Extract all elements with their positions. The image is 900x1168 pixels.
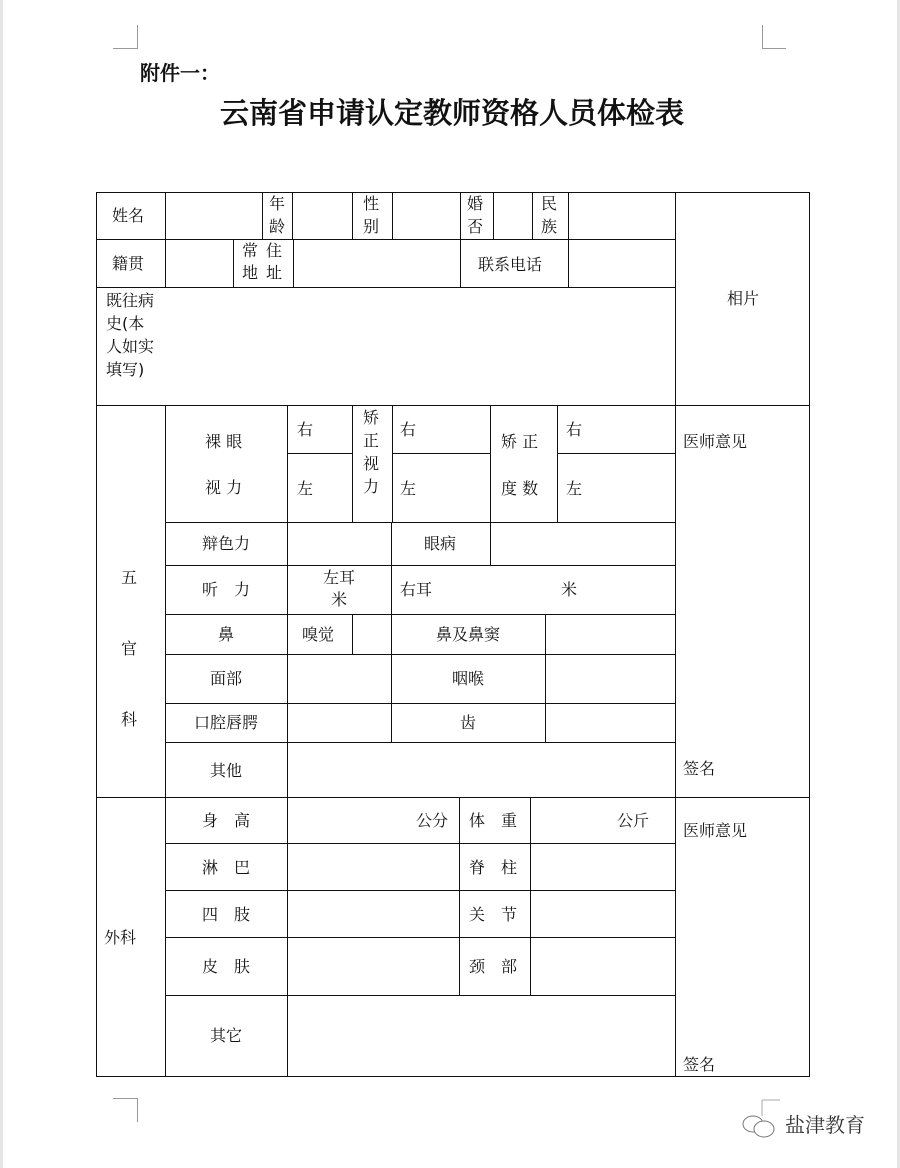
table-rule <box>165 565 676 566</box>
label-vision: 视 力 <box>205 478 243 497</box>
label-right-1: 右 <box>297 420 314 439</box>
table-rule <box>530 797 531 996</box>
label-other-facial: 其他 <box>209 761 243 780</box>
label-weight: 体 重 <box>469 811 518 830</box>
label-left-3: 左 <box>566 479 583 498</box>
table-rule <box>96 797 810 798</box>
page-corner-mark <box>762 25 763 49</box>
table-rule <box>165 192 166 288</box>
page-corner-mark <box>137 25 138 49</box>
label-photo: 相片 <box>727 289 760 308</box>
label-other-surgery: 其它 <box>209 1026 243 1045</box>
label-address: 常住地址 <box>242 241 291 282</box>
page-corner-mark <box>137 1098 138 1122</box>
table-rule <box>459 797 460 996</box>
wechat-icon <box>738 1098 782 1142</box>
page-edge-left <box>0 0 3 1168</box>
table-rule <box>568 239 569 288</box>
page-title: 云南省申请认定教师资格人员体检表 <box>219 96 685 130</box>
table-rule <box>493 192 494 240</box>
label-neck: 颈 部 <box>469 957 518 976</box>
table-rule <box>165 405 166 1077</box>
table-rule <box>165 614 676 615</box>
table-rule <box>460 192 461 240</box>
table-rule <box>490 405 491 566</box>
table-rule <box>287 453 353 454</box>
table-rule <box>545 614 546 743</box>
label-name: 姓名 <box>112 206 145 225</box>
table-rule <box>96 1076 810 1077</box>
label-skin: 皮 肤 <box>201 957 251 976</box>
label-right-2: 右 <box>400 420 417 439</box>
label-corrected-vision: 矫正视力 <box>363 408 380 496</box>
table-rule <box>392 192 393 240</box>
table-rule <box>352 192 353 240</box>
label-cm: 公分 <box>416 811 449 830</box>
label-correction: 矫 正 <box>501 432 539 451</box>
label-left-ear: 左耳 <box>322 568 356 587</box>
watermark-text: 盐津教育 <box>785 1113 865 1137</box>
label-color-vision: 辩色力 <box>201 534 251 553</box>
label-degree: 度 数 <box>501 479 539 498</box>
table-rule <box>165 522 676 523</box>
label-signature-facial: 签名 <box>683 759 716 778</box>
label-left-2: 左 <box>400 479 417 498</box>
label-teeth: 齿 <box>459 713 477 732</box>
table-rule <box>392 405 393 523</box>
label-married: 婚否 <box>467 194 484 236</box>
table-rule <box>568 192 569 240</box>
label-right-3: 右 <box>566 420 583 439</box>
label-spine: 脊 柱 <box>469 858 518 877</box>
table-rule <box>532 192 533 240</box>
label-throat: 咽喉 <box>451 669 485 688</box>
table-rule <box>96 192 97 1077</box>
label-right-ear: 右耳 <box>400 580 433 599</box>
table-rule <box>557 405 558 523</box>
label-doctor-opinion-facial: 医师意见 <box>683 432 748 451</box>
label-nose: 鼻 <box>217 625 235 644</box>
label-naked-eye: 裸 眼 <box>205 432 243 451</box>
label-signature-surgery: 签名 <box>683 1055 716 1074</box>
table-rule <box>96 192 810 193</box>
label-doctor-opinion-surgery: 医师意见 <box>683 821 748 840</box>
table-rule <box>675 192 676 1077</box>
table-rule <box>352 614 353 655</box>
table-rule <box>809 192 810 1077</box>
table-rule <box>165 742 676 743</box>
label-eye-disease: 眼病 <box>423 534 457 553</box>
label-left-ear-meter: 米 <box>330 590 348 609</box>
table-rule <box>96 405 810 406</box>
label-lymph: 淋 巴 <box>201 858 251 877</box>
page-corner-mark <box>113 1098 137 1099</box>
label-history: 既往病史(本人如实填写) <box>106 291 155 379</box>
label-age: 年龄 <box>269 194 286 236</box>
label-left-1: 左 <box>297 479 314 498</box>
section-facial: 五官科 <box>121 568 138 729</box>
table-rule <box>352 405 353 523</box>
table-rule <box>165 703 676 704</box>
label-face: 面部 <box>209 669 243 688</box>
table-rule <box>292 192 293 240</box>
table-rule <box>96 287 676 288</box>
table-rule <box>165 937 676 938</box>
table-rule <box>165 843 676 844</box>
label-smell: 嗅觉 <box>302 625 335 644</box>
label-height: 身 高 <box>201 811 251 830</box>
table-rule <box>262 192 263 240</box>
label-joints: 关 节 <box>469 905 518 924</box>
table-rule <box>293 239 294 288</box>
table-rule <box>287 405 288 1077</box>
label-gender: 性别 <box>363 194 380 236</box>
label-oral: 口腔唇腭 <box>193 713 259 732</box>
label-nose-sinus: 鼻及鼻窦 <box>435 625 501 644</box>
page-corner-mark <box>762 48 786 49</box>
table-rule <box>557 453 676 454</box>
page-corner-mark <box>113 48 137 49</box>
label-phone: 联系电话 <box>478 255 543 274</box>
attachment-label: 附件一： <box>140 61 220 85</box>
label-limbs: 四 肢 <box>201 905 251 924</box>
label-ethnicity: 民族 <box>541 194 558 236</box>
table-rule <box>165 890 676 891</box>
label-right-ear-meter: 米 <box>561 580 578 599</box>
table-rule <box>391 522 392 743</box>
table-rule <box>96 239 676 240</box>
table-rule <box>233 239 234 288</box>
table-rule <box>165 654 676 655</box>
table-rule <box>165 995 676 996</box>
table-rule <box>392 453 491 454</box>
section-surgery: 外科 <box>104 928 137 947</box>
label-hearing: 听 力 <box>201 580 251 599</box>
label-kg: 公斤 <box>617 811 650 830</box>
table-rule <box>460 239 461 288</box>
label-native-place: 籍贯 <box>112 254 145 273</box>
